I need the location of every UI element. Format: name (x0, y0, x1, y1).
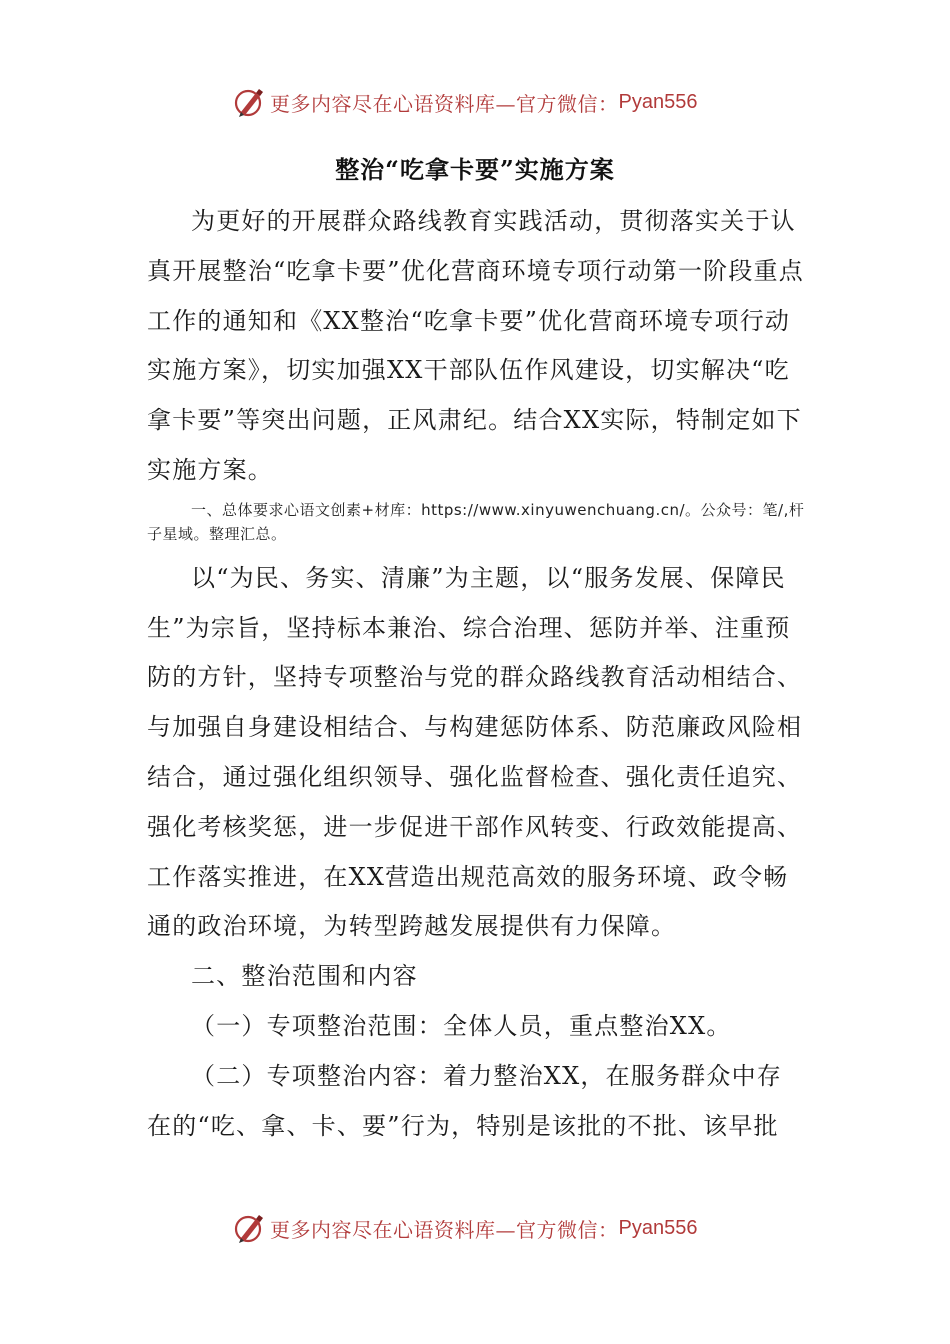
section-heading-general-requirements: 一、总体要求心语文创素+材库：https://www.xinyuwenchuang.cn/。公众号：笔/,杆子星域。整理汇总。 (147, 500, 805, 543)
pen-logo-icon (232, 1211, 266, 1245)
watermark-text: 更多内容尽在心语资料库—官方微信： (270, 91, 619, 116)
watermark-wechat-id: Pyan556 (618, 1216, 698, 1239)
paragraph-intro: 为更好的开展群众路线教育实践活动，贯彻落实关于认真开展整治“吃拿卡要”优化营商环境专项行动第一阶段重点工作的通知和《XX整治“吃拿卡要”优化营商环境专项行动实施方案》，切实加强XX干部队伍作风建设，切实解决“吃拿卡要”等突出问题，正风肃纪。结合XX实际，特制定如下实施方案。 (147, 207, 804, 484)
paragraph-general-requirements: 以“为民、务实、清廉”为主题，以“服务发展、保障民生”为宗旨，坚持标本兼治、综合治理、惩防并举、注重预防的方针，坚持专项整治与党的群众路线教育活动相结合、与加强自身建设相结合、与构建惩防体系、防范廉政风险相结合，通过强化组织领导、强化监督检查、强化责任追究、强化考核奖惩，进一步促进干部作风转变、行政效能提高、工作落实推进，在XX营造出规范高效的服务环境、政令畅通的政治环境，为转型跨越发展提供有力保障。 (147, 563, 803, 941)
document-title: 整治“吃拿卡要”实施方案 (335, 155, 615, 184)
watermark-text: 更多内容尽在心语资料库—官方微信： (270, 1217, 619, 1242)
section-heading-scope: 二、整治范围和内容 (191, 962, 418, 991)
paragraph-content: （二）专项整治内容：着力整治XX，在服务群众中存在的“吃、拿、卡、要”行为，特别是该批的不批、该早批 (147, 1061, 782, 1140)
paragraph-scope: （一）专项整治范围：全体人员，重点整治XX。 (191, 1011, 732, 1040)
watermark-wechat-id: Pyan556 (618, 90, 698, 113)
pen-logo-icon (232, 85, 266, 119)
watermark-header (232, 82, 752, 122)
watermark-footer (232, 1208, 752, 1248)
document-body (147, 197, 807, 1151)
